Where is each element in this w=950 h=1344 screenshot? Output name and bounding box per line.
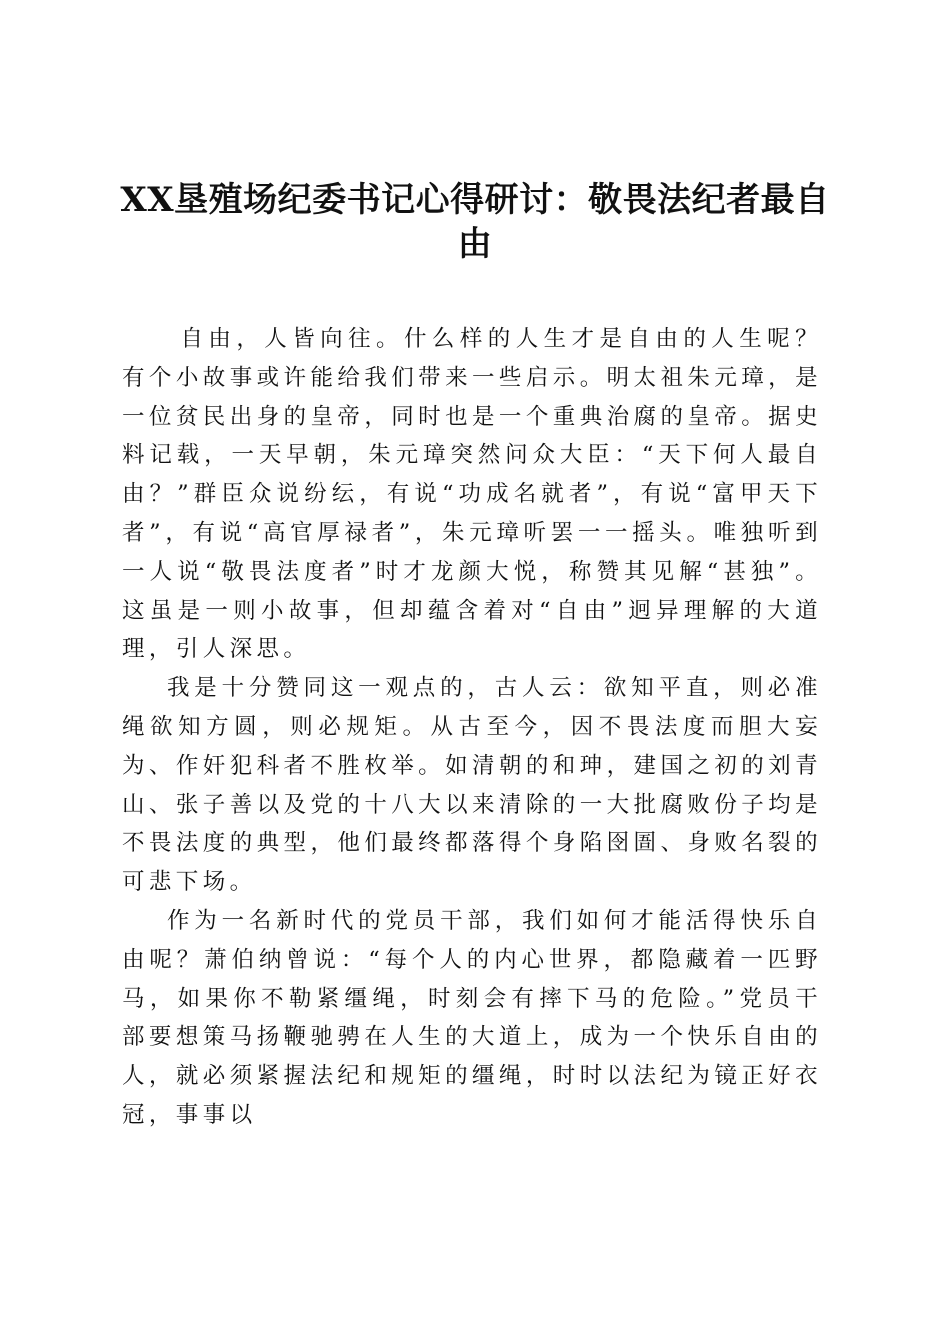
document-title: XX垦殖场纪委书记心得研讨：敬畏法纪者最自由 <box>120 180 830 264</box>
paragraph-1: 自由，人皆向往。什么样的人生才是自由的人生呢？有个小故事或许能给我们带来一些启示。明太祖朱元璋，是一位贫民出身的皇帝，同时也是一个重典治腐的皇帝。据史料记载，一天早朝，朱元璋突然问众大臣：“天下何人最自由？”群臣众说纷纭，有说“功成名就者”，有说“富甲天下者”，有说“高官厚禄者”，朱元璋听罢一一摇头。唯独听到一人说“敬畏法度者”时才龙颜大悦，称赞其见解“甚独”。这虽是一则小故事，但却蕴含着对“自由”迥异理解的大道理，引人深思。 <box>122 326 822 663</box>
paragraph-2: 我是十分赞同这一观点的，古人云：欲知平直，则必准绳欲知方圆，则必规矩。从古至今，因不畏法度而胆大妄为、作奸犯科者不胜枚举。如清朝的和珅，建国之初的刘青山、张子善以及党的十八大以来清除的一大批腐败份子均是不畏法度的典型，他们最终都落得个身陷囹圄、身败名裂的可悲下场。 <box>122 675 822 896</box>
document-body <box>122 320 822 1135</box>
paragraph-3: 作为一名新时代的党员干部，我们如何才能活得快乐自由呢？萧伯纳曾说：“每个人的内心世界，都隐藏着一匹野马，如果你不勒紧缰绳，时刻会有摔下马的危险。”党员干部要想策马扬鞭驰骋在人生的大道上，成为一个快乐自由的人，就必须紧握法纪和规矩的缰绳，时时以法纪为镜正好衣冠，事事以 <box>122 907 822 1128</box>
